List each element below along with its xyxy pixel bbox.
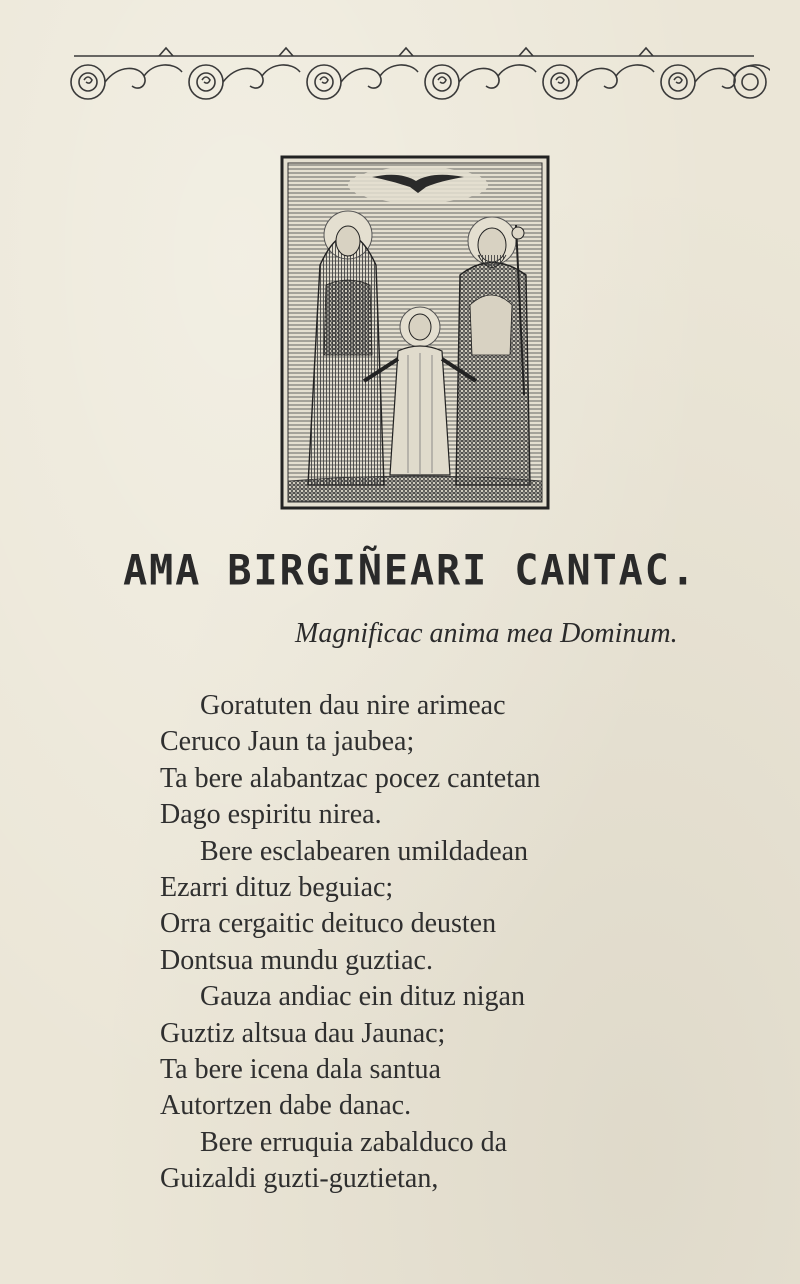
verse-line: Ceruco Jaun ta jaubea; — [160, 726, 415, 758]
epigraph: Magnificac anima mea Dominum. — [295, 618, 678, 649]
verse-line: Guizaldi guzti-guztietan, — [160, 1163, 439, 1195]
poem-verses — [160, 688, 780, 1197]
verse-line: Ezarri dituz beguiac; — [160, 871, 394, 903]
verse-line: Bere erruquia zabalduco da — [200, 1126, 508, 1158]
poem-title: AMA BIRGIÑEARI CANTAC. — [123, 546, 697, 596]
verse-line: Autortzen dabe danac. — [160, 1090, 412, 1122]
verse-line: Goratuten dau nire arimeac — [200, 690, 506, 721]
verse-line: Guztiz altsua dau Jaunac; — [160, 1017, 446, 1049]
verse-line: Bere esclabearen umildadean — [200, 835, 529, 867]
verse-line: Orra cergaitic deituco deusten — [160, 908, 497, 940]
verse-line: Ta bere alabantzac pocez cantetan — [160, 762, 541, 794]
scroll-ornament-border — [64, 44, 770, 106]
verse-line: Gauza andiac ein dituz nigan — [200, 981, 525, 1013]
verse-line: Dago espiritu nirea. — [160, 799, 382, 831]
verse-line: Dontsua mundu guztiac. — [160, 944, 433, 976]
holy-family-engraving — [280, 155, 550, 510]
verse-line: Ta bere icena dala santua — [160, 1053, 441, 1085]
